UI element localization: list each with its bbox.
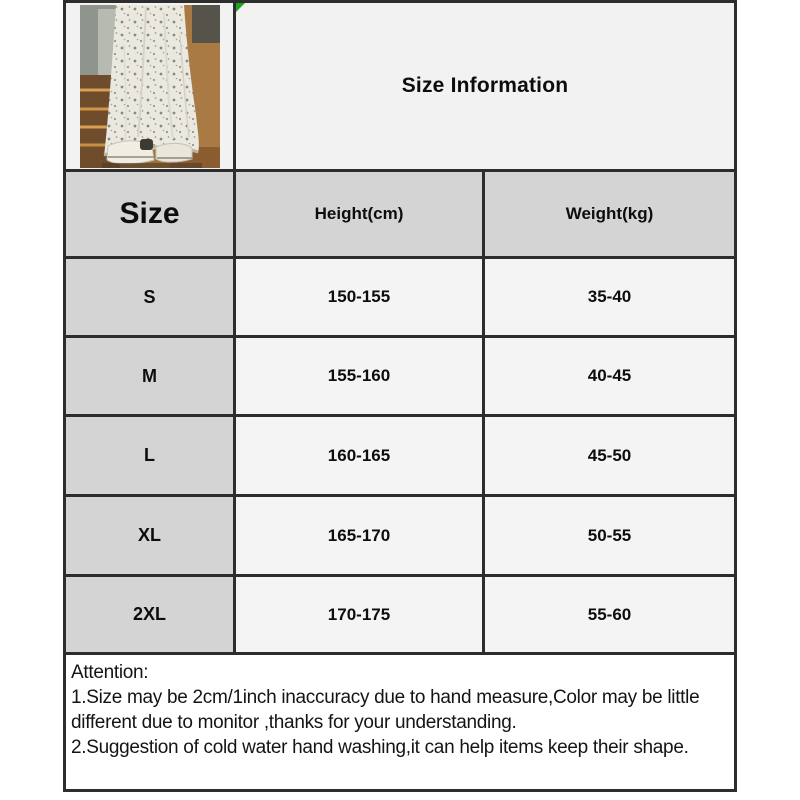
attention-heading: Attention: xyxy=(71,662,149,683)
weight-value: 45-50 xyxy=(485,417,734,494)
table-row-l xyxy=(66,417,734,497)
height-value: 150-155 xyxy=(236,259,485,335)
size-label: L xyxy=(66,417,236,494)
product-photo xyxy=(80,5,220,168)
size-label: 2XL xyxy=(66,577,236,652)
spreadsheet-corner-marker-icon xyxy=(236,3,245,12)
table-header-row xyxy=(66,172,734,259)
size-chart-sheet xyxy=(63,0,737,792)
page-title: Size Information xyxy=(401,74,569,97)
table-row-2xl xyxy=(66,577,734,655)
weight-value: 50-55 xyxy=(485,497,734,574)
product-photo-cell xyxy=(66,3,236,169)
title-cell xyxy=(236,3,734,169)
weight-value: 35-40 xyxy=(485,259,734,335)
column-header-size: Size xyxy=(66,172,236,256)
height-value: 165-170 xyxy=(236,497,485,574)
column-header-height: Height(cm) xyxy=(236,172,485,256)
height-value: 155-160 xyxy=(236,338,485,414)
weight-value: 55-60 xyxy=(485,577,734,652)
size-label: XL xyxy=(66,497,236,574)
table-row-xl xyxy=(66,497,734,577)
table-row-m xyxy=(66,338,734,417)
size-label: S xyxy=(66,259,236,335)
attention-note-2: 2.Suggestion of cold water hand washing,it can help items keep their shape. xyxy=(71,737,689,758)
attention-section xyxy=(66,655,734,789)
attention-note-1: 1.Size may be 2cm/1inch inaccuracy due to hand measure,Color may be little different due to monitor ,thanks for your understanding. xyxy=(71,687,700,733)
height-value: 170-175 xyxy=(236,577,485,652)
weight-value: 40-45 xyxy=(485,338,734,414)
height-value: 160-165 xyxy=(236,417,485,494)
column-header-weight: Weight(kg) xyxy=(485,172,734,256)
table-row-s xyxy=(66,259,734,338)
size-label: M xyxy=(66,338,236,414)
top-section xyxy=(66,3,734,172)
